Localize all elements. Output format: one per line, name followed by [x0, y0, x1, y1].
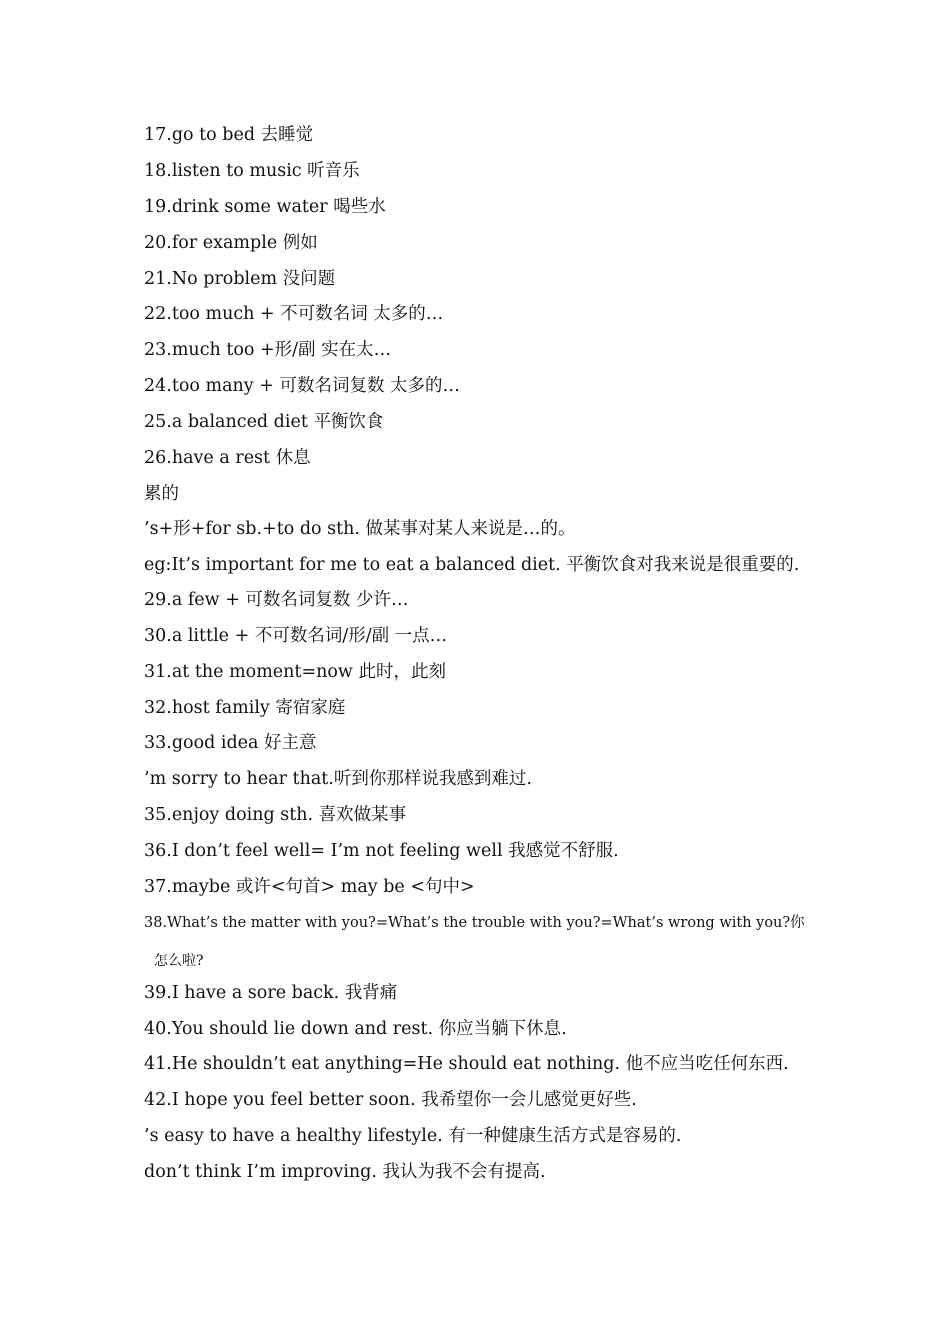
text-line: 累的 [144, 484, 179, 504]
text-line: eg:It’s important for me to eat a balanced diet. 平衡饮食对我来说是很重要的. [144, 555, 800, 575]
text-line: 33.good idea 好主意 [144, 733, 317, 753]
text-line: 26.have a rest 休息 [144, 448, 311, 468]
text-line: 36.I don’t feel well= I’m not feeling well 我感觉不舒服. [144, 841, 619, 861]
text-line: 20.for example 例如 [144, 233, 318, 253]
text-line: ’m sorry to hear that.听到你那样说我感到难过. [144, 769, 532, 789]
text-line: 40.You should lie down and rest. 你应当躺下休息. [144, 1019, 567, 1039]
text-line: 37.maybe 或许<句首> may be <句中> [144, 877, 475, 897]
text-line: 22.too much + 不可数名词 太多的… [144, 304, 444, 324]
text-line: 17.go to bed 去睡觉 [144, 125, 314, 145]
text-line: 41.He shouldn’t eat anything=He should eat nothing. 他不应当吃任何东西. [144, 1054, 789, 1074]
text-line: 24.too many + 可数名词复数 太多的… [144, 376, 461, 396]
text-line: 29.a few + 可数名词复数 少许… [144, 590, 409, 610]
text-line: 39.I have a sore back. 我背痛 [144, 983, 398, 1003]
text-line: 30.a little + 不可数名词/形/副 一点… [144, 626, 448, 646]
text-line: 21.No problem 没问题 [144, 269, 336, 289]
text-line: ’s+形+for sb.+to do sth. 做某事对某人来说是…的。 [144, 519, 576, 539]
text-line: 18.listen to music 听音乐 [144, 161, 360, 181]
text-line: 31.at the moment=now 此时，此刻 [144, 662, 446, 682]
text-line: 25.a balanced diet 平衡饮食 [144, 412, 384, 432]
text-line: don’t think I’m improving. 我认为我不会有提高. [144, 1162, 546, 1182]
text-line: 32.host family 寄宿家庭 [144, 698, 346, 718]
text-line: 35.enjoy doing sth. 喜欢做某事 [144, 805, 407, 825]
text-line: 23.much too +形/副 实在太… [144, 340, 392, 360]
text-line: 怎么啦? [154, 953, 204, 969]
text-line: 19.drink some water 喝些水 [144, 197, 386, 217]
text-line: 42.I hope you feel better soon. 我希望你一会儿感觉更好些. [144, 1090, 637, 1110]
text-line: ’s easy to have a healthy lifestyle. 有一种健康生活方式是容易的. [144, 1126, 682, 1146]
text-line: 38.What’s the matter with you?=What’s the trouble with you?=What’s wrong with you?你 [144, 915, 805, 931]
